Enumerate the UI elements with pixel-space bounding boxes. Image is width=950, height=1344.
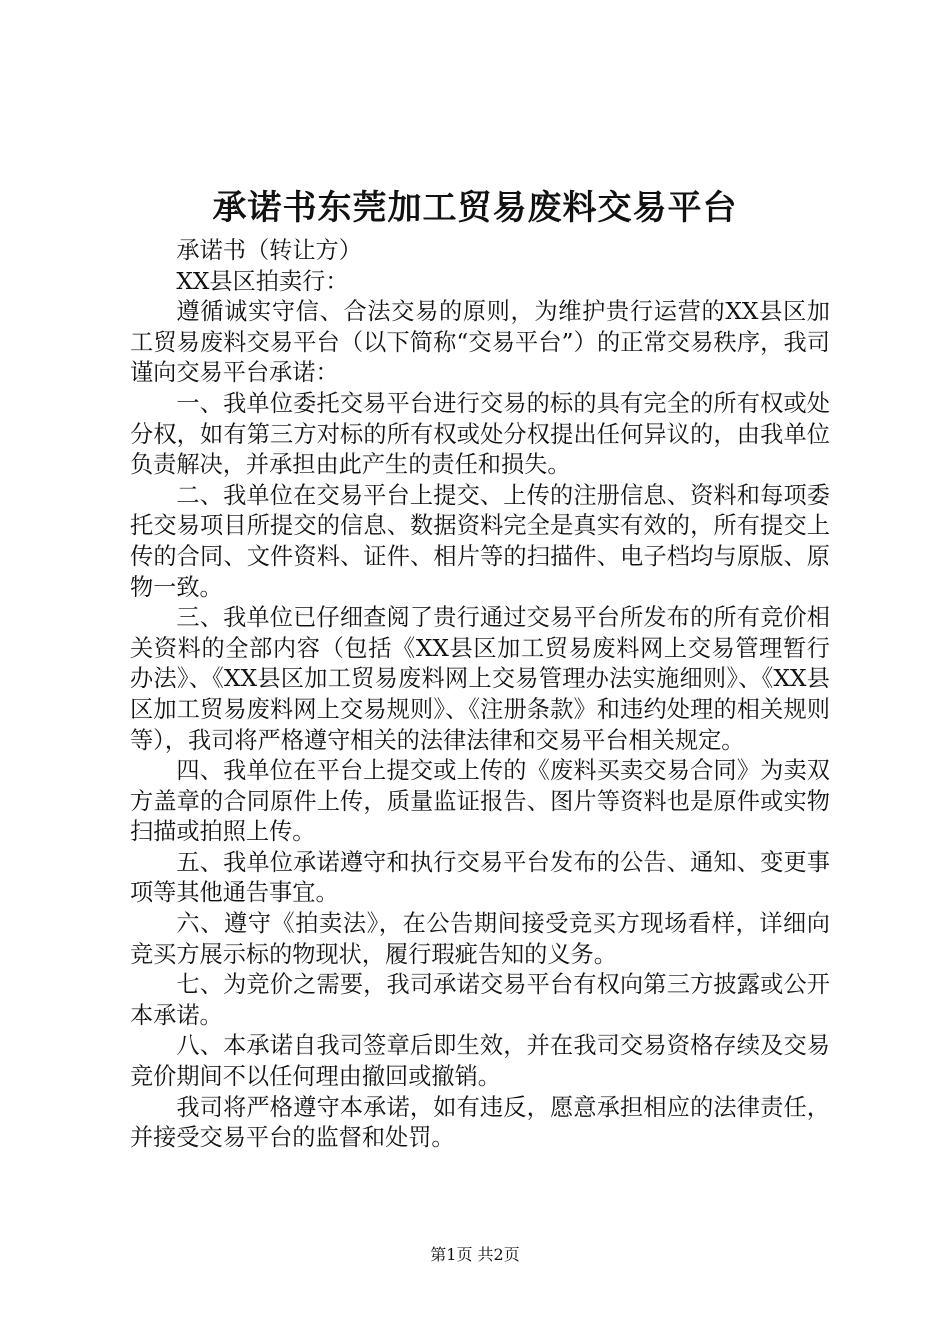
paragraph-clause-4: 四、我单位在平台上提交或上传的《废料买卖交易合同》为卖双方盖章的合同原件上传，质量监证报告、图片等资料也是原件或实物扫描或拍照上传。	[130, 757, 830, 846]
paragraph-clause-5: 五、我单位承诺遵守和执行交易平台发布的公告、通知、变更事项等其他通告事宜。	[130, 848, 830, 907]
document-title: 承诺书东莞加工贸易废料交易平台	[212, 188, 738, 228]
paragraph-addressee: XX县区拍卖行：	[176, 267, 349, 295]
paragraph-clause-3: 三、我单位已仔细查阅了贵行通过交易平台所发布的所有竞价相关资料的全部内容（包括《XX县区加工贸易废料网上交易管理暂行办法》、《XX县区加工贸易废料网上交易管理办法实施细则》、《XX县区加工贸易废料网上交易规则》、《注册条款》和违约处理的相关规则等），我司将严格遵守相关的法律法律和交易平台相关规定。	[130, 604, 830, 754]
paragraph-clause-1: 一、我单位委托交易平台进行交易的标的具有完全的所有权或处分权，如有第三方对标的所有权或处分权提出任何异议的，由我单位负责解决，并承担由此产生的责任和损失。	[130, 389, 830, 479]
paragraph-clause-2: 二、我单位在交易平台上提交、上传的注册信息、资料和每项委托交易项目所提交的信息、数据资料完全是真实有效的，所有提交上传的合同、文件资料、证件、相片等的扫描件、电子档均与原版、原物一致。	[130, 481, 830, 601]
paragraph-clause-8: 八、本承诺自我司签章后即生效，并在我司交易资格存续及交易竞价期间不以任何理由撤回或撤销。	[130, 1032, 830, 1091]
document-body	[130, 236, 830, 1154]
paragraph-heading: 承诺书（转让方）	[176, 237, 362, 264]
page-indicator: 第1页 共2页	[430, 1245, 520, 1264]
paragraph-clause-6: 六、遵守《拍卖法》，在公告期间接受竞买方现场看样，详细向竞买方展示标的物现状，履行瑕疵告知的义务。	[130, 910, 830, 968]
paragraph-intro: 遵循诚实守信、合法交易的原则，为维护贵行运营的XX县区加工贸易废料交易平台（以下简称“交易平台”）的正常交易秩序，我司谨向交易平台承诺：	[130, 298, 830, 387]
paragraph-clause-7: 七、为竞价之需要，我司承诺交易平台有权向第三方披露或公开本承诺。	[130, 971, 830, 1029]
paragraph-closing: 我司将严格遵守本承诺，如有违反，愿意承担相应的法律责任，并接受交易平台的监督和处罚。	[130, 1093, 830, 1152]
